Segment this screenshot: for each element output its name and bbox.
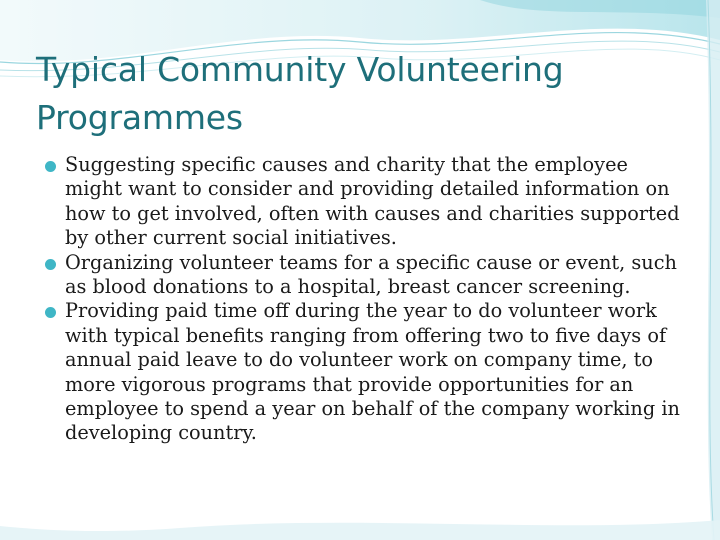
bullet-item	[45, 251, 685, 300]
bullet-circle-icon	[45, 259, 56, 270]
slide-title: Typical Community Volunteering Programmes	[36, 50, 564, 137]
bullet-item	[45, 299, 685, 445]
bullet-text: Organizing volunteer teams for a specific cause or event, such as blood donations to a hospital, breast cancer screening.	[65, 250, 677, 299]
bullet-item	[45, 153, 685, 251]
bullet-text: Suggesting specific causes and charity that the employee might want to consider and providing detailed information on how to get involved, often with causes and charities supported by other current social initiatives.	[65, 153, 680, 250]
bullet-text: Providing paid time off during the year to do volunteer work with typical benefits ranging from offering two to five days of annual paid leave to do volunteer work on company time, to more vigorous programs that provide opportunities for an employee to spend a year on behalf of the company working in developing country.	[65, 299, 680, 445]
decorative-wave-bottom	[0, 510, 720, 540]
decorative-border-right	[692, 0, 720, 540]
bullet-circle-icon	[45, 161, 56, 172]
bullet-list	[45, 153, 685, 446]
bullet-circle-icon	[45, 307, 56, 318]
